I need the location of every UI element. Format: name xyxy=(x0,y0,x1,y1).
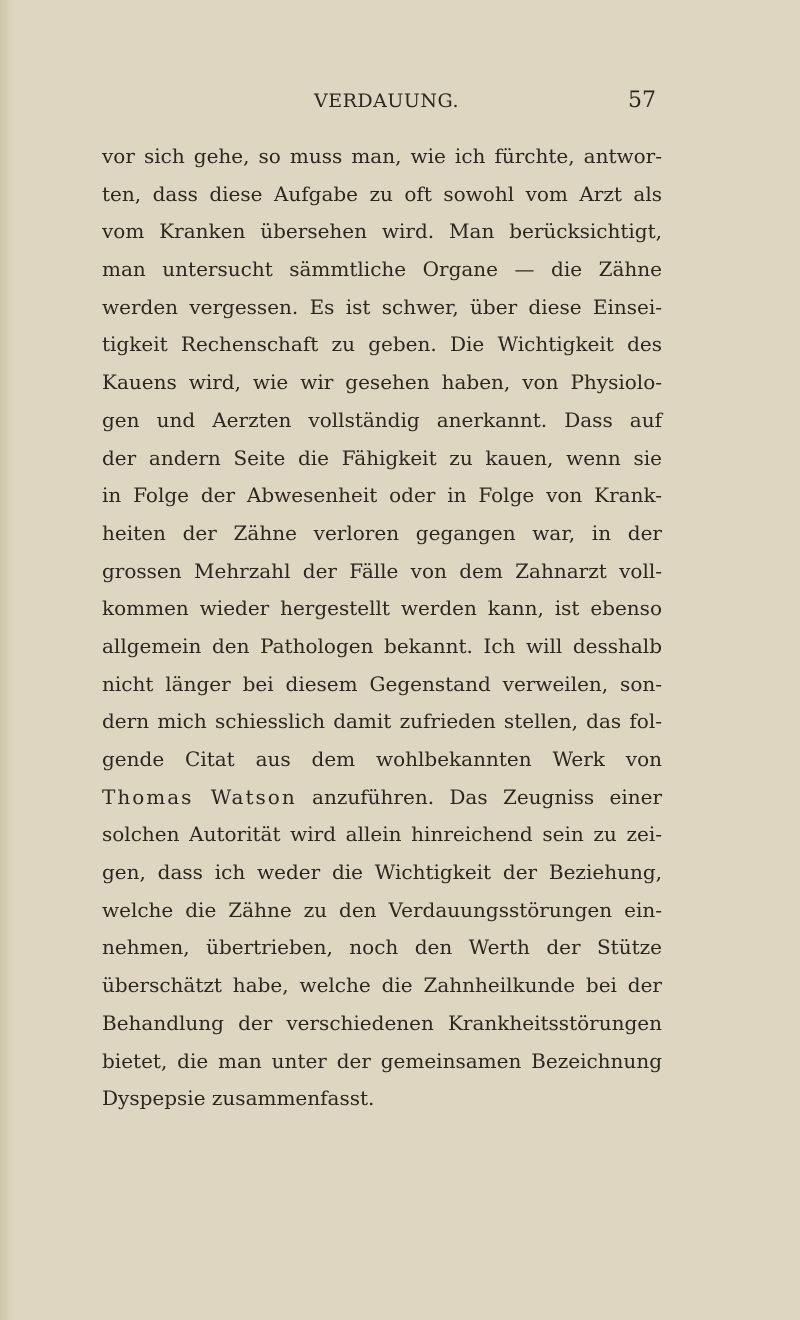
text-line: heiten der Zähne verloren gegangen war, in der xyxy=(102,520,662,545)
text-line: solchen Autorität wird allein hinreichend sein zu zei- xyxy=(102,822,662,847)
text-line: grossen Mehrzahl der Fälle von dem Zahnarzt voll- xyxy=(102,558,662,583)
text-fragment: anzuführen. Das Zeugniss einer xyxy=(296,784,662,809)
body-text xyxy=(102,138,662,1118)
text-line-with-name xyxy=(102,779,662,817)
text-line: vor sich gehe, so muss man, wie ich fürchte, antwor- xyxy=(102,144,662,168)
text-line: nicht länger bei diesem Gegenstand verweilen, son- xyxy=(102,671,662,696)
text-line: ten, dass diese Aufgabe zu oft sowohl vom Arzt als xyxy=(102,181,662,206)
text-line: Kauens wird, wie wir gesehen haben, von Physiolo- xyxy=(102,370,662,395)
text-line: bietet, die man unter der gemeinsamen Bezeichnung xyxy=(102,1048,662,1073)
text-line: allgemein den Pathologen bekannt. Ich will desshalb xyxy=(102,633,662,658)
text-line: gende Citat aus dem wohlbekannten Werk von xyxy=(102,747,662,771)
text-line: vom Kranken übersehen wird. Man berücksichtigt, xyxy=(102,219,662,244)
text-line: überschätzt habe, welche die Zahnheilkunde bei der xyxy=(102,973,662,998)
page-header xyxy=(100,88,656,122)
text-line: der andern Seite die Fähigkeit zu kauen, wenn sie xyxy=(102,445,662,470)
text-line: Behandlung der verschiedenen Krankheitsstörungen xyxy=(102,1010,662,1035)
running-title: VERDAUUNG. xyxy=(314,90,460,112)
page-number: 57 xyxy=(628,88,656,113)
text-line: gen, dass ich weder die Wichtigkeit der Beziehung, xyxy=(102,860,662,885)
text-line: werden vergessen. Es ist schwer, über diese Einsei- xyxy=(102,294,662,319)
text-line: nehmen, übertrieben, noch den Werth der Stütze xyxy=(102,935,662,960)
text-line: welche die Zähne zu den Verdauungsstörungen ein- xyxy=(102,897,662,922)
text-line: dern mich schiesslich damit zufrieden stellen, das fol- xyxy=(102,709,662,734)
text-line: tigkeit Rechenschaft zu geben. Die Wichtigkeit des xyxy=(102,332,662,357)
text-line: Dyspepsie zusammenfasst. xyxy=(102,1086,375,1111)
text-line: kommen wieder hergestellt werden kann, ist ebenso xyxy=(102,596,662,621)
text-line: man untersucht sämmtliche Organe — die Zähne xyxy=(102,257,662,282)
author-name: Thomas Watson xyxy=(102,784,297,809)
text-line: in Folge der Abwesenheit oder in Folge von Krank- xyxy=(102,483,662,508)
text-line: gen und Aerzten vollständig anerkannt. Dass auf xyxy=(102,407,662,432)
